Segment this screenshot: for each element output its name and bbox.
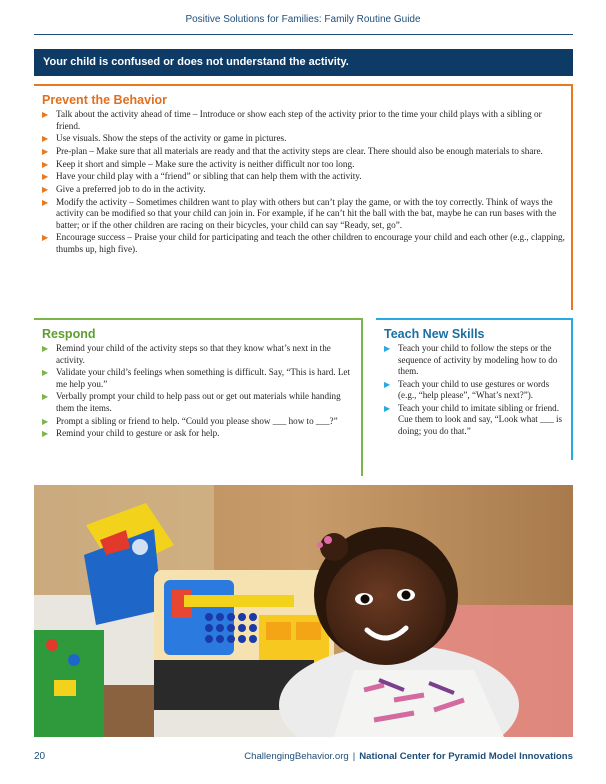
list-item: ▶ Remind your child to gesture or ask for help.: [42, 428, 220, 439]
list-item: ▶ Encourage success – Praise your child for participating and teach the other children to encourage your child and each other (e.g., clapping, thumbs up, high five).: [42, 232, 565, 254]
arrow-bullet-icon: ▶: [42, 134, 49, 144]
situation-banner: Your child is confused or does not understand the activity.: [34, 49, 573, 76]
arrow-bullet-icon: ▶: [42, 233, 49, 243]
child-playing-photo: [34, 485, 573, 737]
arrow-bullet-icon: ▶: [42, 146, 49, 156]
arrow-bullet-icon: ▶: [42, 184, 49, 194]
header-divider: [34, 34, 573, 35]
footer-separator: |: [352, 751, 356, 762]
arrow-bullet-icon: ▶: [42, 110, 49, 119]
respond-list: [42, 343, 356, 441]
list-item: ▶ Pre-plan – Make sure that all materials are ready and that the activity steps are clear. There should also be enough materials to share.: [42, 145, 543, 156]
teach-list: [384, 343, 568, 439]
list-item: ▶ Validate your child’s feelings when something is difficult. Say, “This is hard. Let me help you.”: [42, 367, 350, 389]
list-item: ▶ Modify the activity – Sometimes children want to play with others but can’t play the game, or with the toy correctly. Think of ways the activity can be modified so that your child can join in. For example, if he can’t hit the ball with the bat, maybe he can run bases with the batter; or if the other children are racing on their bicycles, your child can say “Ready, set, go”.: [42, 196, 557, 230]
arrow-bullet-icon: ▶: [384, 344, 391, 353]
list-item: ▶ Prompt a sibling or friend to help. “Could you please show ___ how to ___?”: [42, 415, 338, 426]
footer-site-link[interactable]: ChallengingBehavior.org: [244, 751, 349, 762]
list-item: ▶ Keep it short and simple – Make sure the activity is neither difficult nor too long.: [42, 158, 355, 169]
arrow-bullet-icon: ▶: [42, 197, 49, 207]
list-item: ▶ Teach your child to imitate sibling or friend. Cue them to look and say, “Look what ___ is doing; you do that.”: [384, 402, 563, 436]
arrow-bullet-icon: ▶: [42, 392, 49, 402]
respond-heading: Respond: [42, 327, 96, 341]
list-item: ▶ Give a preferred job to do in the activity.: [42, 183, 206, 194]
teach-section: [376, 318, 573, 460]
footer-organization: National Center for Pyramid Model Innovations: [359, 751, 573, 762]
list-item: ▶ Use visuals. Show the steps of the activity or game in pictures.: [42, 133, 287, 144]
arrow-bullet-icon: ▶: [42, 172, 49, 182]
respond-section: [34, 318, 363, 476]
list-item: ▶ Talk about the activity ahead of time – Introduce or show each step of the activity prior to the time your child plays with a sibling or friend.: [42, 109, 542, 131]
prevent-list: [42, 109, 568, 257]
arrow-bullet-icon: ▶: [384, 403, 391, 413]
list-item: ▶ Teach your child to use gestures or words (e.g., “help please”, “What’s next?”).: [384, 378, 550, 401]
arrow-bullet-icon: ▶: [384, 379, 391, 389]
arrow-bullet-icon: ▶: [42, 429, 49, 439]
prevent-section: [34, 84, 573, 310]
page-number: 20: [34, 751, 46, 762]
arrow-bullet-icon: ▶: [42, 368, 49, 378]
list-item: ▶ Have your child play with a “friend” or sibling that can help them with the activity.: [42, 171, 362, 182]
list-item: ▶ Verbally prompt your child to help pass out or get out materials while handing them the items.: [42, 391, 341, 413]
prevent-heading: Prevent the Behavior: [42, 93, 168, 107]
teach-heading: Teach New Skills: [384, 327, 485, 341]
list-item: ▶ Remind your child of the activity steps so that they know what’s next in the activity.: [42, 343, 331, 365]
footer-credit: [244, 751, 573, 762]
arrow-bullet-icon: ▶: [42, 344, 49, 353]
arrow-bullet-icon: ▶: [42, 159, 49, 169]
list-item: ▶ Teach your child to follow the steps or the sequence of activity by modeling how to do them.: [384, 343, 558, 376]
arrow-bullet-icon: ▶: [42, 416, 49, 426]
running-header: Positive Solutions for Families: Family Routine Guide: [185, 14, 421, 25]
